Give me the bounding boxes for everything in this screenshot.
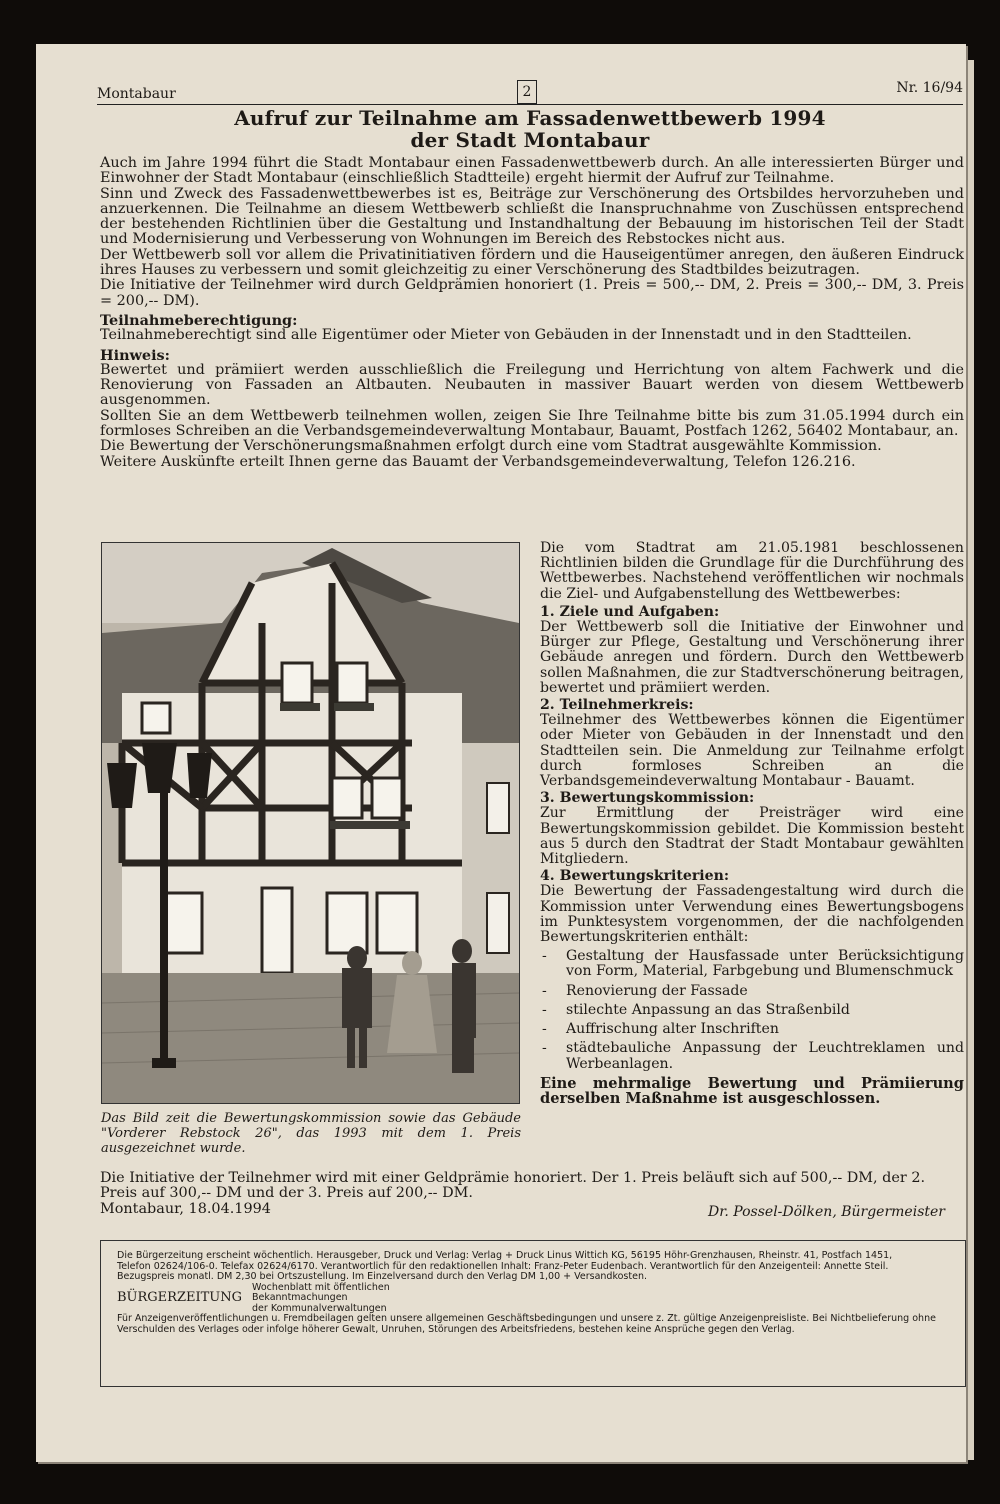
- closing-note: Eine mehrmalige Bewertung und Prämiierung derselben Maßnahme ist ausgeschlossen.: [540, 1074, 964, 1107]
- eligibility-text: Teilnahmeberechtigt sind alle Eigentümer oder Mieter von Gebäuden in der Innenstadt und in den Stadtteilen.: [100, 327, 912, 344]
- section-text: Die Bewertung der Fassadengestaltung wird durch die Kommission unter Verwendung eines Bewertungsbogens im Punktesystem vorgenommen, der die nachfolgenden Bewertungskriterien enthält:: [540, 883, 964, 946]
- prize-text: Die Initiative der Teilnehmer wird mit einer Geldprämie honoriert. Der 1. Preis beläuft sich auf 500,-- DM, der 2. Preis auf 300,-- DM und der 3. Preis auf 200,-- DM.: [100, 1170, 926, 1202]
- intro-paragraph: Die Initiative der Teilnehmer wird durch Geldprämien honoriert (1. Preis = 500,-- DM, 2. Preis = 300,-- DM, 3. Preis = 200,-- DM).: [100, 277, 964, 309]
- criteria-item: - Auffrischung alter Inschriften: [540, 1022, 964, 1037]
- imprint-line: Telefon 02624/106-0. Telefax 02624/6170. Verantwortlich für den redaktionellen Inhalt: Franz-Peter Eudenbach. Verantwortlich für den Anzeigenteil: Annette Steil.: [117, 1260, 889, 1272]
- notice-heading: Hinweis:: [100, 346, 170, 364]
- notice-paragraph: Weitere Auskünfte erteilt Ihnen gerne das Bauamt der Verbandsgemeindeverwaltung, Telefon 126.216.: [100, 453, 856, 470]
- page-header: [97, 80, 963, 105]
- notice-paragraph: Bewertet und prämiiert werden ausschließlich die Freilegung und Herrichtung von altem Fachwerk und die Renovierung von Fassaden an Altbauten. Neubauten in massiver Bauart werden von diesem Wettbewerb ausgenommen.: [100, 361, 964, 409]
- issue-number: Nr. 16/94: [896, 80, 963, 96]
- section-heading: 4. Bewertungskriterien:: [540, 868, 730, 885]
- criteria-item: - stilechte Anpassung an das Straßenbild: [540, 1003, 964, 1018]
- half-timbered-house-illustration: [102, 543, 519, 1103]
- intro-paragraph: Sinn und Zweck des Fassadenwettbewerbes ist es, Beiträge zur Verschönerung des Ortsbildes hervorzuheben und anzuerkennen. Die Teilnahme an diesem Wettbewerb schließt die Inanspruchnahme von Zuschüssen entsprechend der bestehenden Richtlinien über die Gestaltung und Instandhaltung der Bebauung im historischen Teil der Stadt und Modernisierung und Verbesserung von Wohnungen im Bereich des Rebstockes nicht aus.: [100, 185, 964, 248]
- criteria-item: - Gestaltung der Hausfassade unter Berücksichtigung von Form, Material, Farbgebung und Blumenschmuck: [540, 949, 964, 979]
- header-town: Montabaur: [97, 86, 176, 102]
- imprint-line: Bezugspreis monatl. DM 2,30 bei Ortszustellung. Im Einzelversand durch den Verlag DM 1,00 + Versandkosten.: [117, 1271, 647, 1282]
- article-title: [100, 107, 960, 151]
- place-date: Montabaur, 18.04.1994: [100, 1200, 271, 1217]
- criteria-list: [540, 949, 964, 1071]
- right-column: [540, 541, 964, 1106]
- newspaper-name: BÜRGERZEITUNG: [117, 1290, 243, 1305]
- title-line-1: Aufruf zur Teilnahme am Fassadenwettbewerb 1994: [234, 106, 826, 130]
- guidelines-intro: Die vom Stadtrat am 21.05.1981 beschlossenen Richtlinien bilden die Grundlage für die Durchführung des Wettbewerbes. Nachstehend veröffentlichen wir nochmals die Ziel- und Aufgabenstellung des Wettbewerbes:: [540, 540, 964, 602]
- title-line-2: der Stadt Montabaur: [410, 128, 650, 152]
- section-heading: 3. Bewertungskommission:: [540, 790, 755, 807]
- intro-paragraph: Der Wettbewerb soll vor allem die Privatinitiativen fördern und die Hauseigentümer anregen, den äußeren Eindruck ihres Hauses zu verbessern und somit gleichzeitig zu einer Verschönerung des Stadtbildes beizutragen.: [100, 246, 964, 279]
- photo-caption: Das Bild zeit die Bewertungskommission sowie das Gebäude "Vorderer Rebstock 26", das 1993 mit dem 1. Preis ausgezeichnet wurde.: [101, 1111, 521, 1156]
- building-photo: [101, 542, 520, 1104]
- section-heading: 1. Ziele und Aufgaben:: [540, 603, 720, 620]
- page-number: 2: [517, 80, 537, 104]
- imprint-box: [100, 1240, 966, 1387]
- newspaper-masthead: [117, 1283, 949, 1315]
- newspaper-subtitle: [252, 1283, 390, 1315]
- section-text: Zur Ermittlung der Preisträger wird eine Bewertungskommission gebildet. Die Kommission besteht aus 5 durch den Stadtrat der Stadt Montabaur gewählten Mitgliedern.: [540, 805, 964, 868]
- intro-text: [100, 156, 964, 470]
- eligibility-heading: Teilnahmeberechtigung:: [100, 311, 298, 329]
- imprint-line: Für Anzeigenveröffentlichungen u. Fremdbeilagen gelten unsere allgemeinen Geschäftsbedingungen und unsere z. Zt. gültige Anzeigenpreisliste. Bei Nichtbelieferung ohne Verschulden des Verlages oder infolge höherer Gewalt, Unruhen, Störungen des Arbeitsfriedens, bestehen keine Ansprüche gegen den Verlag.: [117, 1313, 936, 1335]
- subtitle-line: Bekanntmachungen: [252, 1292, 348, 1303]
- section-text: Der Wettbewerb soll die Initiative der Einwohner und Bürger zur Pflege, Gestaltung und Verschönerung ihrer Gebäude anregen und fördern. Durch den Wettbewerb sollen Maßnahmen, die zur Stadtverschönerung beitragen, bewertet und prämiiert werden.: [540, 619, 964, 696]
- intro-paragraph: Auch im Jahre 1994 führt die Stadt Montabaur einen Fassadenwettbewerb durch. An alle interessierten Bürger und Einwohner der Stadt Montabaur (einschließlich Stadtteile) ergeht hiermit der Aufruf zur Teilnahme.: [100, 155, 964, 187]
- section-heading: 2. Teilnehmerkreis:: [540, 697, 694, 714]
- subtitle-line: der Kommunalverwaltungen: [252, 1302, 387, 1314]
- subtitle-line: Wochenblatt mit öffentlichen: [252, 1281, 390, 1293]
- signature: Dr. Possel-Dölken, Bürgermeister: [707, 1204, 945, 1220]
- criteria-item: - städtebauliche Anpassung der Leuchtreklamen und Werbeanlagen.: [540, 1041, 964, 1071]
- criteria-item: - Renovierung der Fassade: [540, 984, 964, 999]
- section-text: Teilnehmer des Wettbewerbes können die Eigentümer oder Mieter von Gebäuden in der Innenstadt und den Stadtteilen sein. Die Anmeldung zur Teilnahme erfolgt durch formloses Schreiben an die Verbandsgemeindeverwaltung Montabaur - Bauamt.: [540, 712, 964, 790]
- imprint-line: Die Bürgerzeitung erscheint wöchentlich. Herausgeber, Druck und Verlag: Verlag + Druck Linus Wittich KG, 56195 Höhr-Grenzhausen, Rheinstr. 41, Postfach 1451,: [117, 1250, 893, 1261]
- notice-paragraph: Sollten Sie an dem Wettbewerb teilnehmen wollen, zeigen Sie Ihre Teilnahme bitte bis zum 31.05.1994 durch ein formloses Schreiben an die Verbandsgemeindeverwaltung Montabaur, Bauamt, Postfach 1262, 56402 Montabaur, an.: [100, 407, 964, 440]
- notice-paragraph: Die Bewertung der Verschönerungsmaßnahmen erfolgt durch eine vom Stadtrat ausgewählte Kommission.: [100, 438, 882, 455]
